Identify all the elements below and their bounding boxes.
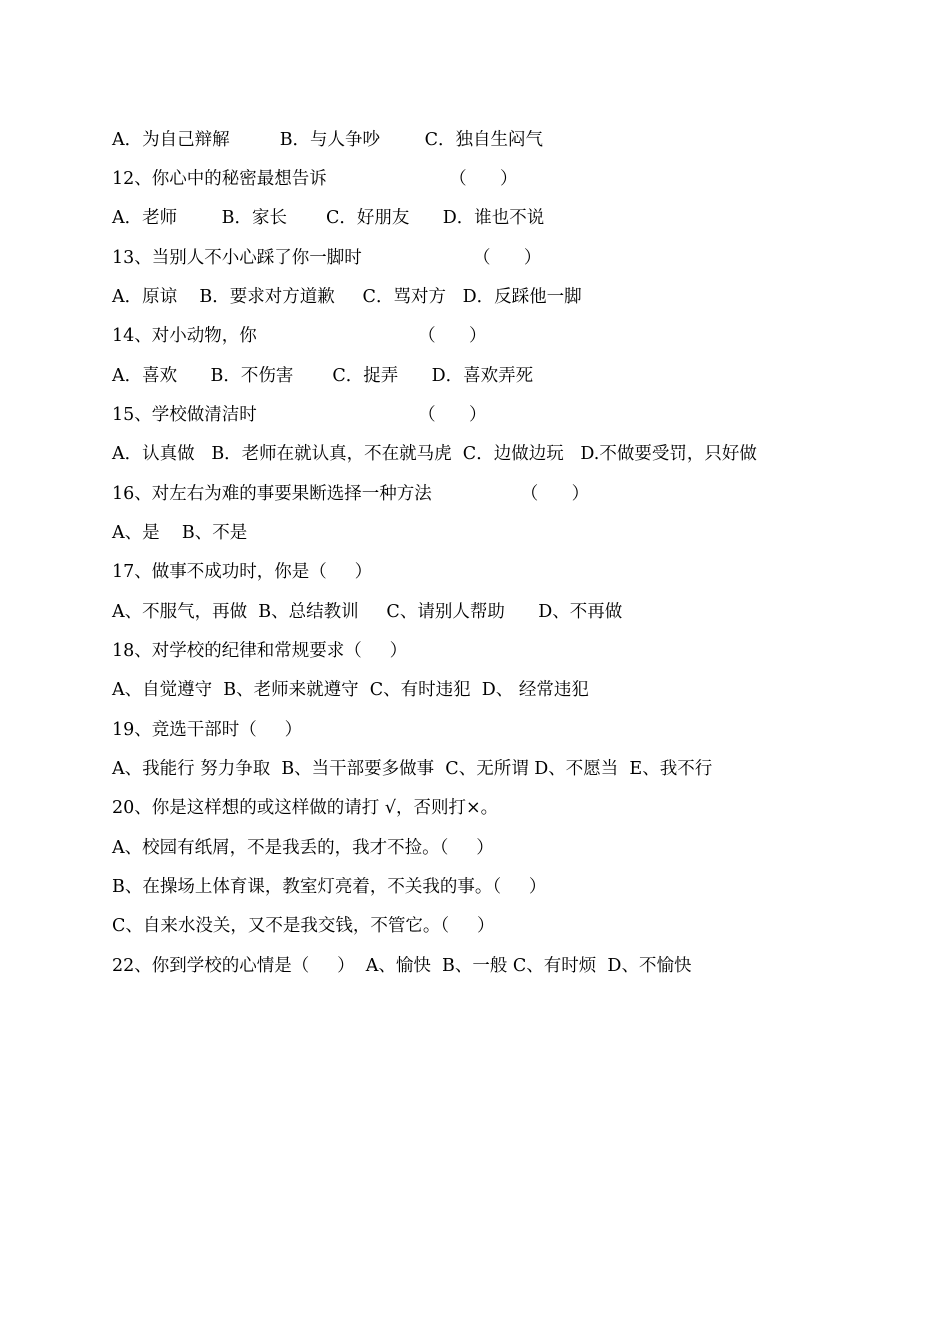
question-15: 15、学校做清洁时 （ ） xyxy=(112,405,487,425)
option-line-q16: A、是 B、不是 xyxy=(112,523,248,543)
option-line-q17: A、不服气，再做 B、总结教训 C、请别人帮助 D、不再做 xyxy=(112,602,623,622)
statement-20b: B、在操场上体育课，教室灯亮着，不关我的事。（ ） xyxy=(112,877,547,897)
question-16: 16、对左右为难的事要果断选择一种方法 （ ） xyxy=(112,484,590,504)
option-line-q18: A、自觉遵守 B、老师来就遵守 C、有时违犯 D、 经常违犯 xyxy=(112,680,589,700)
question-20: 20、你是这样想的或这样做的请打 √，否则打×。 xyxy=(112,798,499,818)
option-line-q19: A、我能行 努力争取 B、当干部要多做事 C、无所谓 D、不愿当 E、我不行 xyxy=(112,759,713,779)
option-line-q14: A．喜欢 B．不伤害 C．捉弄 D．喜欢弄死 xyxy=(112,366,534,386)
option-line-q11: A．为自己辩解 B．与人争吵 C．独自生闷气 xyxy=(112,130,543,150)
option-line-q15: A．认真做 B．老师在就认真，不在就马虎 C．边做边玩 D.不做要受罚，只好做 xyxy=(112,444,757,464)
option-line-q13: A．原谅 B．要求对方道歉 C．骂对方 D．反踩他一脚 xyxy=(112,287,582,307)
question-18: 18、对学校的纪律和常规要求（ ） xyxy=(112,641,408,661)
question-19: 19、竞选干部时（ ） xyxy=(112,720,303,740)
statement-20a: A、校园有纸屑，不是我丢的，我才不捡。（ ） xyxy=(112,838,494,858)
question-22: 22、你到学校的心情是（ ） A、愉快 B、一般 C、有时烦 D、不愉快 xyxy=(112,956,692,976)
option-line-q12: A．老师 B．家长 C．好朋友 D．谁也不说 xyxy=(112,208,545,228)
question-17: 17、做事不成功时，你是（ ） xyxy=(112,562,373,582)
statement-20c: C、自来水没关，又不是我交钱，不管它。（ ） xyxy=(112,916,495,936)
question-12: 12、你心中的秘密最想告诉 （ ） xyxy=(112,169,518,189)
question-13: 13、当别人不小心踩了你一脚时 （ ） xyxy=(112,248,542,268)
question-14: 14、对小动物，你 （ ） xyxy=(112,326,487,346)
